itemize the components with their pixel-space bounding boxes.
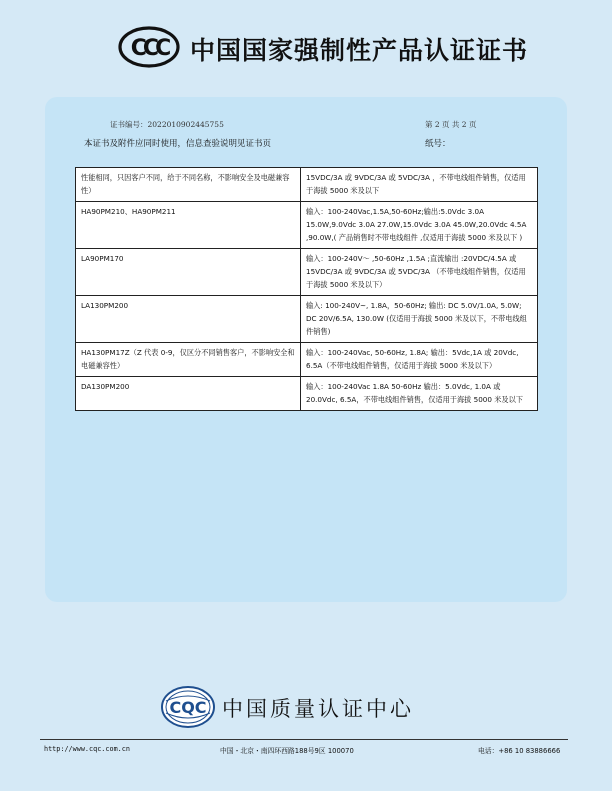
spec-cell: 输入：100-240Vac 1.8A 50-60Hz 输出：5.0Vdc, 1.0A 或 20.0Vdc, 6.5A，不带电线组件销售，仅适用于海拔 5000 米及以下 <box>301 377 538 411</box>
table-row <box>76 202 538 249</box>
website-url: http://www.cqc.com.cn <box>44 745 130 753</box>
model-cell: LA90PM170 <box>76 249 301 296</box>
table-row <box>76 377 538 411</box>
ccc-logo-text: CCC <box>130 36 168 61</box>
certificate-header <box>0 26 612 68</box>
cqc-logo-text: CQC <box>169 698 207 717</box>
footer-divider <box>40 739 568 740</box>
certificate-number: 证书编号：2022010902445755 <box>110 120 224 129</box>
page-number: 第 2 页 共 2 页 <box>425 120 477 129</box>
address: 中国・北京・南四环西路188号9区 100070 <box>220 747 354 755</box>
table-row <box>76 343 538 377</box>
model-cell: HA130PM17Z（Z 代表 0-9，仅区分不同销售客户，不影响安全和电磁兼容性） <box>76 343 301 377</box>
spec-cell: 输入：100-240Vac,1.5A,50-60Hz;输出:5.0Vdc 3.0A 15.0W,9.0Vdc 3.0A 27.0W,15.0Vdc 3.0A 45.0W,20.0Vdc 4.5A ,90.0W,( 产品销售时不带电线组件 ,仅适用于海拔 5000 米及以下 ) <box>301 202 538 249</box>
table-row <box>76 296 538 343</box>
cqc-logo-icon <box>160 685 216 729</box>
certificate-title: 中国国家强制性产品认证证书 <box>190 36 529 65</box>
organization-name: 中国质量认证中心 <box>222 697 414 721</box>
table-row <box>76 168 538 202</box>
spec-cell: 输入: 100-240V~, 1.8A，50-60Hz; 输出: DC 5.0V/1.0A, 5.0W; DC 20V/6.5A, 130.0W (仅适用于海拔 5000 米及以下，不带电线组件销售) <box>301 296 538 343</box>
phone-number: 电话：+86 10 83886666 <box>478 747 561 755</box>
model-cell: HA90PM210、HA90PM211 <box>76 202 301 249</box>
model-spec-table <box>75 167 538 411</box>
ccc-logo-icon <box>118 26 180 68</box>
spec-cell: 输入：100-240Vac, 50-60Hz, 1.8A; 输出：5Vdc,1A 或 20Vdc, 6.5A（不带电线组件销售，仅适用于海拔 5000 米及以下） <box>301 343 538 377</box>
model-cell: DA130PM200 <box>76 377 301 411</box>
paper-number: 纸号： <box>425 139 451 149</box>
table-row <box>76 249 538 296</box>
usage-notice: 本证书及附件应同时使用，信息查验说明见证书页 <box>84 139 272 149</box>
spec-cell: 输入：100-240V～ ,50-60Hz ,1.5A ;直流输出 :20VDC/4.5A 或 15VDC/3A 或 9VDC/3A 或 5VDC/3A （不带电线组件销售，仅适用于海拔 5000 米及以下） <box>301 249 538 296</box>
model-cell: 性能相同，只因客户不同，给于不同名称，不影响安全及电磁兼容性） <box>76 168 301 202</box>
spec-cell: 15VDC/3A 或 9VDC/3A 或 5VDC/3A ，不带电线组件销售，仅适用于海拔 5000 米及以下 <box>301 168 538 202</box>
model-cell: LA130PM200 <box>76 296 301 343</box>
